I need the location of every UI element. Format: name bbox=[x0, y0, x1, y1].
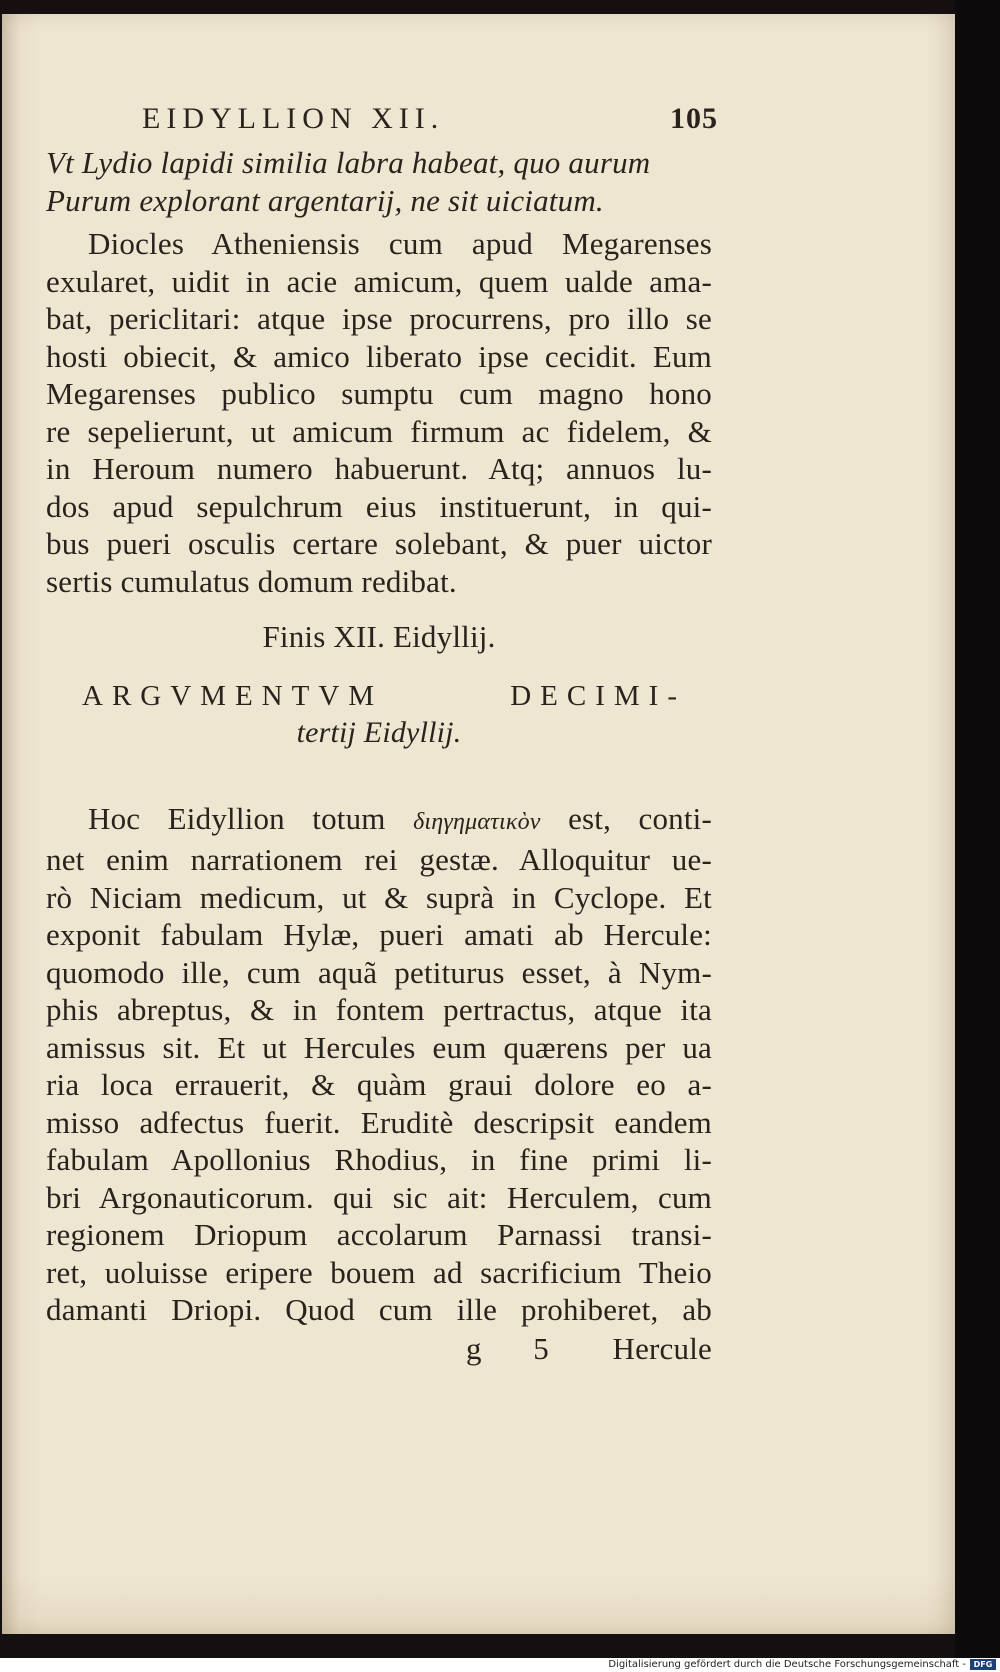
finis-line: Finis XII. Eidyllij. bbox=[262, 619, 496, 654]
text-line: ret, uoluisse eripere bouem ad sacrificium Theio bbox=[46, 1254, 712, 1290]
argument-subtitle: tertij Eidyllij. bbox=[296, 715, 462, 749]
page-text-block bbox=[46, 102, 726, 1369]
text-line: quomodo ille, cum aquã petiturus esset, à Nym- bbox=[46, 954, 712, 990]
text-line: fabulam Apollonius Rhodius, in fine primi li- bbox=[46, 1142, 712, 1177]
paragraph-argument bbox=[46, 800, 726, 1329]
verse-line: Purum explorant argentarij, ne sit uiciatum. bbox=[46, 182, 604, 218]
text-line: bat, periclitari: atque ipse procurrens, pro illo se bbox=[46, 301, 712, 336]
page-number: 105 bbox=[670, 102, 718, 135]
paragraph-diocles bbox=[46, 225, 726, 600]
catchword: Hercule bbox=[612, 1330, 712, 1366]
greek-word: διηγηματικὸν bbox=[413, 808, 541, 835]
text-line: misso adfectus fuerit. Eruditè descripsit eandem bbox=[46, 1104, 712, 1140]
signature-mark: g 5 bbox=[466, 1330, 571, 1366]
text-line: amissus sit. Et ut Hercules eum quærens per ua bbox=[46, 1029, 712, 1065]
text-line: Diocles Atheniensis cum apud Megarenses bbox=[88, 226, 712, 261]
text-line: hosti obiecit, & amico liberato ipse cecidit. Eum bbox=[46, 338, 712, 374]
text-line: phis abreptus, & in fontem pertractus, atque ita bbox=[46, 992, 712, 1027]
footer-credit-bar bbox=[0, 1658, 1000, 1672]
text-line: exponit fabulam Hylæ, pueri amati ab Hercule: bbox=[46, 917, 712, 952]
book-page bbox=[2, 14, 955, 1634]
dfg-logo: DFG bbox=[970, 1659, 996, 1670]
verse-line: Vt Lydio lapidi similia labra habeat, quo aurum bbox=[46, 145, 651, 180]
text-line: dos apud sepulchrum eius instituerunt, in qui- bbox=[46, 488, 712, 524]
catchline bbox=[46, 1329, 712, 1369]
text-line: ria loca errauerit, & quàm graui dolore eo a- bbox=[46, 1067, 712, 1102]
text-line: Megarenses publico sumptu cum magno hono bbox=[46, 376, 712, 411]
text-line: rò Niciam medicum, ut & suprà in Cyclope. Et bbox=[46, 879, 712, 915]
text-line: damanti Driopi. Quod cum ille prohiberet, ab bbox=[46, 1292, 712, 1327]
running-title: EIDYLLION XII. bbox=[142, 102, 445, 135]
text-line: in Heroum numero habuerunt. Atq; annuos lu- bbox=[46, 451, 712, 486]
text-segment: est, conti- bbox=[568, 800, 712, 836]
text-line: sertis cumulatus domum redibat. bbox=[46, 563, 457, 599]
text-line: re sepelierunt, ut amicum firmum ac fidelem, & bbox=[46, 413, 712, 449]
text-segment: Hoc Eidyllion totum bbox=[88, 800, 386, 836]
text-line-first bbox=[46, 800, 712, 842]
text-line: regionem Driopum accolarum Parnassi transi- bbox=[46, 1217, 712, 1252]
text-line: net enim narrationem rei gestæ. Alloquitur ue- bbox=[46, 842, 712, 877]
scanner-edge bbox=[955, 0, 1000, 1658]
argument-title: ARGVMENTVM DECIMI- bbox=[82, 679, 686, 712]
dfg-credit-text: Digitalisierung gefördert durch die Deutsche Forschungsgemeinschaft - bbox=[608, 1659, 966, 1670]
page-header bbox=[46, 102, 726, 144]
text-line: bus pueri osculis certare solebant, & puer uictor bbox=[46, 526, 712, 561]
text-line: bri Argonauticorum. qui sic ait: Herculem, cum bbox=[46, 1179, 712, 1215]
text-line: exularet, uidit in acie amicum, quem ualde ama- bbox=[46, 263, 712, 299]
verse-quote bbox=[46, 144, 726, 219]
